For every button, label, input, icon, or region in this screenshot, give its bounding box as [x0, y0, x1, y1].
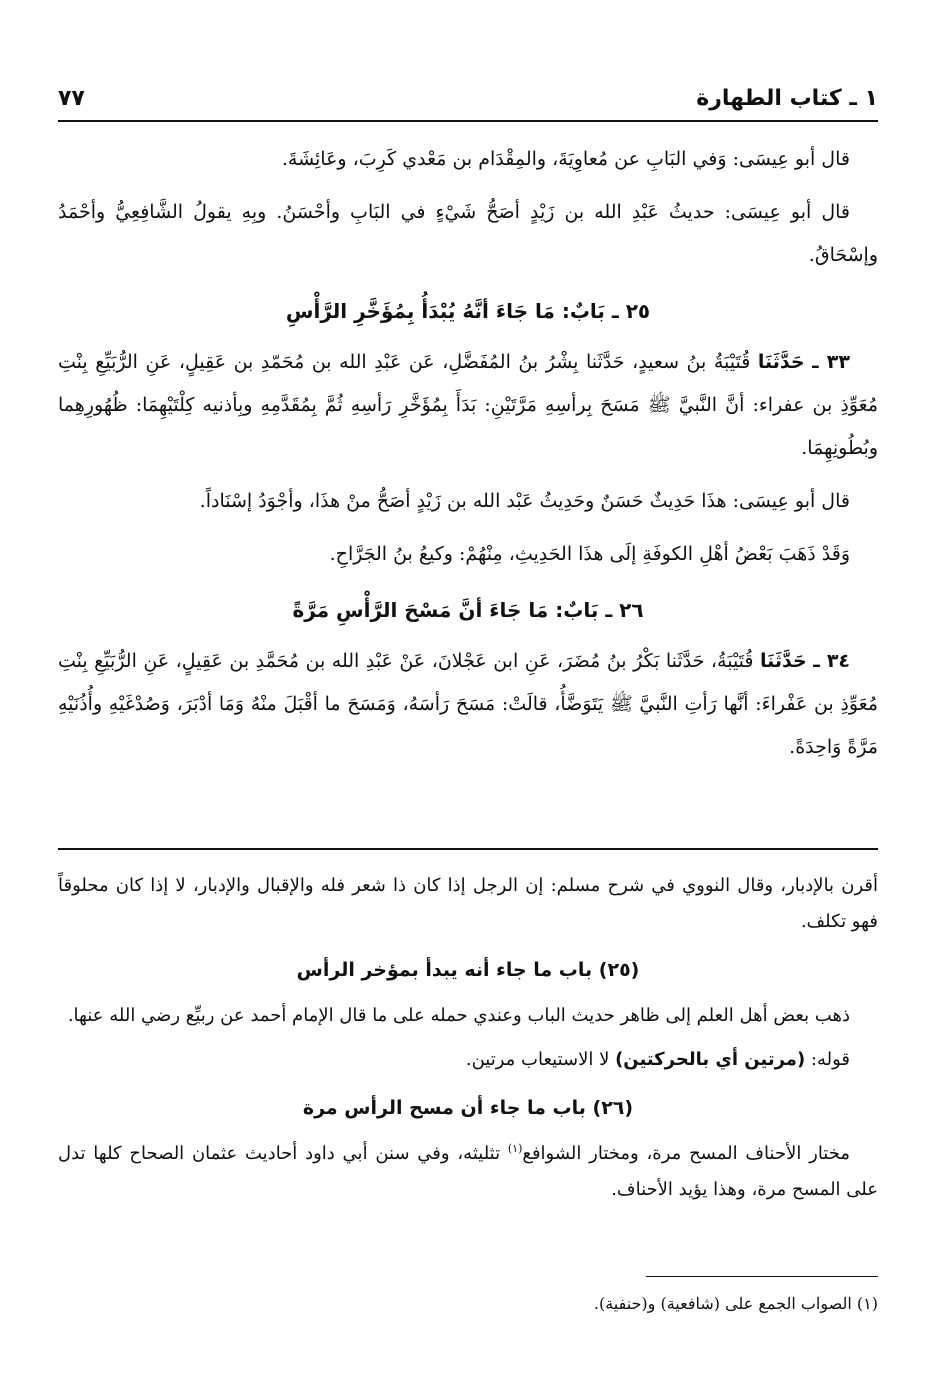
section-divider: [58, 848, 878, 850]
hadith-number: ٣٣ ـ: [812, 351, 850, 373]
haddathana-word: حَدَّثَنَا: [757, 351, 805, 373]
section-title: ٢٥ ـ بَابٌ: مَا جَاءَ أنَّهُ يُبْدَأُ بِمُؤَخَّرِ الرَّأْسِ: [285, 299, 651, 323]
text-span: تثليثه، وفي سنن أبي داود أحاديث عثمان الصحاح كلها تدل على المسح مرة، وهذا يؤيد الأحناف.: [58, 1143, 878, 1200]
section-title: ٢٦ ـ بَابٌ: مَا جَاءَ أنَّ مَسْحَ الرَّأْسِ مَرَّةً: [292, 598, 644, 622]
commentary-paragraph: ذهب بعض أهل العلم إلى ظاهر حديث الباب وعندي حمله على ما قال الإمام أحمد عن ربيِّع رضي الله عنها.: [67, 1005, 850, 1026]
page-number: ٧٧: [58, 85, 85, 111]
commentary-paragraph: [58, 1136, 878, 1208]
hadith-34: [58, 640, 878, 769]
quoted-phrase: (مرتين أي بالحركتين): [615, 1049, 806, 1070]
hadith-number: ٣٤ ـ: [813, 650, 851, 672]
text-span: لا الاستيعاب مرتين.: [465, 1049, 616, 1070]
footnote: (١) الصواب الجمع على (شافعية) و(حنفية).: [593, 1294, 878, 1313]
commentary-title: (٢٥) باب ما جاء أنه يبدأ بمؤخر الرأس: [296, 959, 640, 981]
commentary-paragraph: [58, 1042, 878, 1078]
commentary-paragraph: أقرن بالإدبار، وقال النووي في شرح مسلم: إن الرجل إذا كان ذا شعر فله والإقبال والإدبار، لا إذا كان محلوقاً فهو تكلف.: [58, 875, 878, 932]
chapter-title: ١ ـ كتاب الطهارة: [696, 85, 878, 111]
main-text: [58, 138, 878, 779]
paragraph: قال أبو عِيسَى: وَفي البَابِ عن مُعاوِيَةَ، والمِقْدَام بن مَعْدي كَرِبَ، وعَائِشَةَ.: [281, 148, 850, 170]
hadith-text: قُتَيْبَةُ، حَدَّثَنا بَكْرُ بنُ مُضَرَ، عَنِ ابن عَجْلانَ، عَنْ عَبْدِ الله بن مُحَمَّدِ بن عَقِيلٍ، عَنِ الرُّبَيِّعِ بِنْتِ مُعَوِّذِ بن عَفْراءَ: أنَّها رَأتِ النَّبيَّ ﷺ يَتَوَضَّأُ، قالَتْ: مَسَحَ رَأسَهُ، وَمَسَحَ ما أقْبَلَ منْهُ وَمَا أدْبَرَ، وَصُدْغَيْهِ وأُذُنَيْهِ مَرَّةً وَاحِدَةً.: [58, 650, 878, 758]
commentary: [58, 868, 878, 1216]
footnote-rule: [646, 1276, 878, 1277]
footnote-marker: (١): [507, 1142, 523, 1155]
paragraph: قال أبو عِيسَى: هذَا حَدِيثٌ حَسَنٌ وحَدِيثُ عَبْد الله بن زَيْدٍ أصَحُّ منْ هذَا، وأجْوَدُ إسْنَاداً.: [199, 490, 850, 512]
haddathana-word: حَدَّثَنَا: [760, 650, 807, 672]
text-span: مختار الأحناف المسح مرة، ومختار الشوافع: [522, 1143, 850, 1164]
paragraph: قال أبو عِيسَى: حديثُ عَبْدِ الله بن زَيْدٍ أصَحُّ شَيْءٍ في البَابِ وأحْسَنُ. وبِهِ يقولُ الشَّافِعِيُّ وأحْمَدُ وإسْحَاقُ.: [58, 201, 878, 266]
text-span: قوله:: [805, 1049, 850, 1070]
paragraph: وَقَدْ ذَهَبَ بَعْضُ أهْلِ الكوفَةِ إلَى هذَا الحَدِيثِ، مِنْهُمْ: وكيعُ بنُ الجَرَّاحِ.: [329, 543, 850, 565]
hadith-text: قُتَيْبَةُ بنُ سعيدٍ، حَدَّثَنا بِشْرُ بنُ المُفَضَّلِ، عَن عَبْدِ الله بن مُحَمّدِ بن عَقِيلٍ، عَنِ الرُّبَيِّعِ بِنْتِ مُعَوِّذِ بن عفراء: أنَّ النَّبيَّ ﷺ مَسَحَ بِرأسِهِ مَرَّتَيْنِ: بَدَأَ بِمُؤَخَّرِ رَأسِهِ ثُمَّ بِمُقَدَّمِهِ وبِأذنيه كِلْتَيْهِمَا: ظُهُورِهِما وبُطُونِهِمَا.: [58, 351, 878, 459]
hadith-33: [58, 341, 878, 470]
commentary-title: (٢٦) باب ما جاء أن مسح الرأس مرة: [302, 1097, 634, 1119]
page-header: [58, 76, 878, 122]
